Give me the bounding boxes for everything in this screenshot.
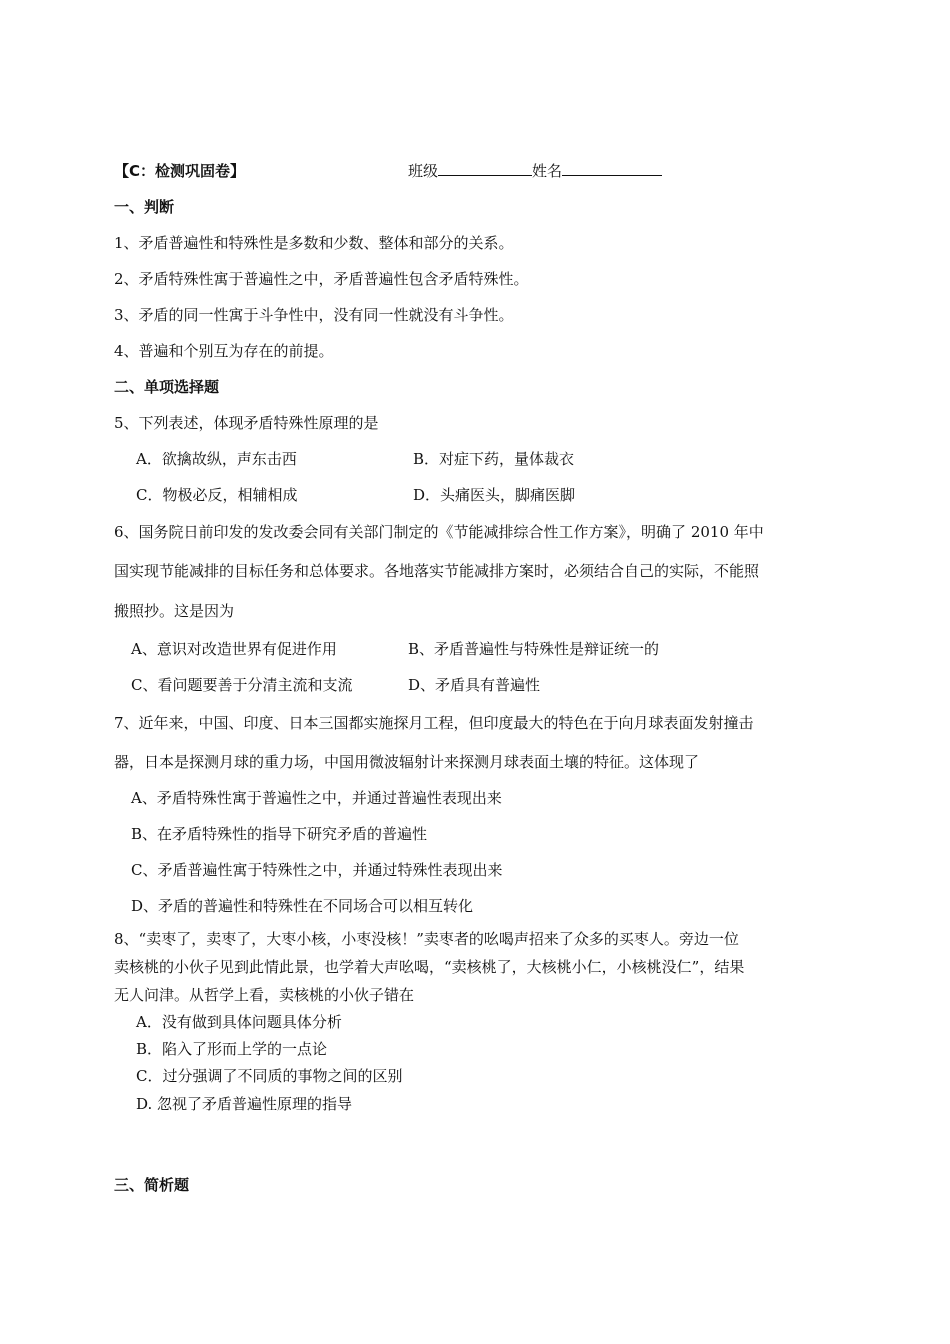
q7-option-d: D、矛盾的普遍性和特殊性在不同场合可以相互转化	[131, 897, 474, 915]
class-blank[interactable]	[438, 161, 532, 176]
name-blank[interactable]	[562, 161, 662, 176]
q7-stem-line-2: 器，日本是探测月球的重力场，中国用微波辐射计来探测月球表面土壤的特征。这体现了	[114, 753, 700, 771]
judge-item-3: 3、矛盾的同一性寓于斗争性中，没有同一性就没有斗争性。	[114, 306, 514, 324]
section-heading-analysis: 三、简析题	[114, 1176, 190, 1194]
q8-stem-line-1: 8、“卖枣了，卖枣了，大枣小核，小枣没核！”卖枣者的吆喝声招来了众多的买枣人。旁边一位	[114, 930, 739, 948]
q5-option-c: C．物极必反，相辅相成	[136, 486, 298, 504]
q6-option-c: C、看问题要善于分清主流和支流	[131, 676, 353, 694]
q7-stem-line-1: 7、近年来，中国、印度、日本三国都实施探月工程，但印度最大的特色在于向月球表面发射撞击	[114, 714, 754, 732]
q8-option-b: B．陷入了形而上学的一点论	[136, 1040, 328, 1058]
q6-option-a: A、意识对改造世界有促进作用	[131, 640, 337, 658]
q5-option-b: B．对症下药，量体裁衣	[413, 450, 575, 468]
q5-stem: 5、下列表述，体现矛盾特殊性原理的是	[114, 414, 379, 432]
q6-stem-line-1: 6、国务院日前印发的发改委会同有关部门制定的《节能减排综合性工作方案》，明确了 2010 年中	[114, 523, 764, 541]
q8-stem-line-2: 卖核桃的小伙子见到此情此景，也学着大声吆喝，“卖核桃了，大核桃小仁，小核桃没仁”，结果	[114, 958, 745, 976]
section-heading-choice: 二、单项选择题	[114, 378, 220, 396]
q6-stem-line-3: 搬照抄。这是因为	[114, 602, 235, 620]
q7-option-a: A、矛盾特殊性寓于普遍性之中，并通过普遍性表现出来	[131, 789, 502, 807]
q8-option-d: D. 忽视了矛盾普遍性原理的指导	[136, 1095, 353, 1113]
q7-option-b: B、在矛盾特殊性的指导下研究矛盾的普遍性	[131, 825, 428, 843]
section-heading-judge: 一、判断	[114, 198, 175, 216]
q8-option-a: A．没有做到具体问题具体分析	[136, 1013, 342, 1031]
name-label: 姓名	[532, 162, 563, 180]
worksheet-header	[114, 160, 834, 182]
student-info-fields	[408, 160, 662, 181]
q6-option-d: D、矛盾具有普遍性	[408, 676, 541, 694]
q6-option-b: B、矛盾普遍性与特殊性是辩证统一的	[408, 640, 660, 658]
judge-item-1: 1、矛盾普遍性和特殊性是多数和少数、整体和部分的关系。	[114, 234, 514, 252]
class-label: 班级	[408, 162, 439, 180]
judge-item-4: 4、普遍和个别互为存在的前提。	[114, 342, 334, 360]
q8-option-c: C．过分强调了不同质的事物之间的区别	[136, 1067, 403, 1085]
worksheet-title: 【C：检测巩固卷】	[114, 162, 246, 180]
q5-option-d: D．头痛医头，脚痛医脚	[413, 486, 576, 504]
q5-option-a: A．欲擒故纵，声东击西	[136, 450, 297, 468]
q7-option-c: C、矛盾普遍性寓于特殊性之中，并通过特殊性表现出来	[131, 861, 503, 879]
judge-item-2: 2、矛盾特殊性寓于普遍性之中，矛盾普遍性包含矛盾特殊性。	[114, 270, 529, 288]
q8-stem-line-3: 无人问津。从哲学上看，卖核桃的小伙子错在	[114, 986, 415, 1004]
q6-stem-line-2: 国实现节能减排的目标任务和总体要求。各地落实节能减排方案时，必须结合自己的实际，不能照	[114, 562, 760, 580]
